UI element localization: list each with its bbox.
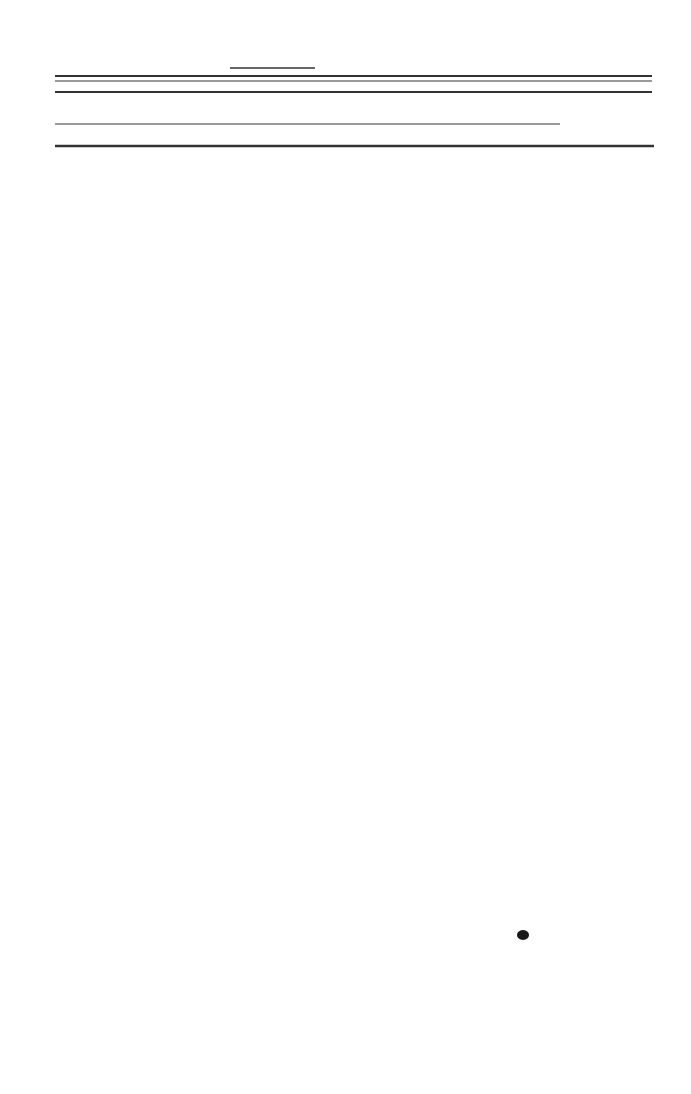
entry-rows <box>55 124 654 146</box>
top-border <box>55 76 652 92</box>
ink-blot <box>517 930 529 940</box>
